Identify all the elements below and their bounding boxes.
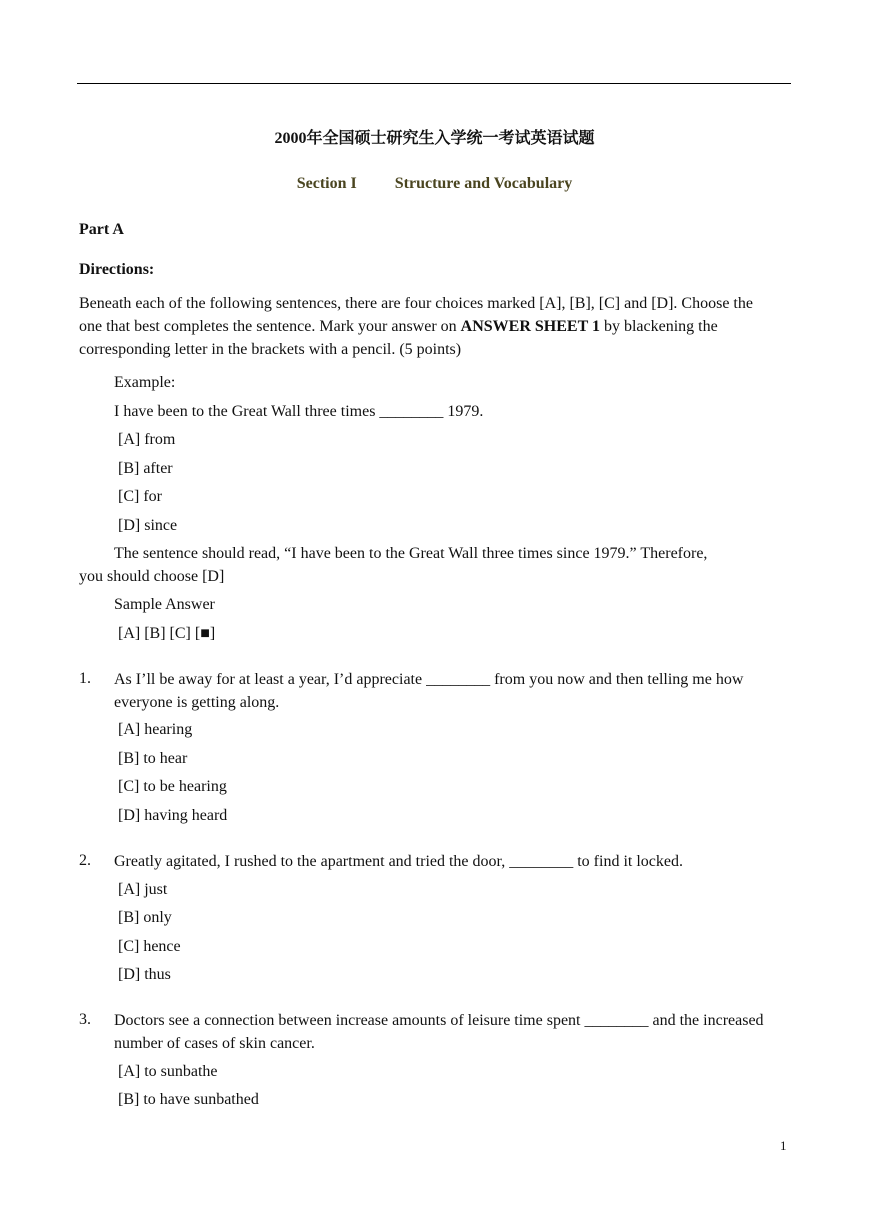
example-explanation-line-1: The sentence should read, “I have been to the Great Wall three times since 1979.” Therefore,	[114, 545, 708, 562]
question-option: [D] having heard	[118, 807, 228, 824]
question-option: [B] to hear	[118, 750, 188, 767]
question-text: As I’ll be away for at least a year, I’d appreciate ________ from you now and then telling me how everyone is getting along.	[114, 671, 744, 711]
question-number: 2.	[79, 852, 91, 869]
header-rule	[77, 83, 791, 84]
example-explanation-line-2: you should choose [D]	[79, 568, 225, 585]
question-option: [B] to have sunbathed	[118, 1091, 259, 1108]
question-number: 3.	[79, 1011, 91, 1028]
sample-answer-label: Sample Answer	[114, 596, 215, 613]
exam-title: 2000年全国硕士研究生入学统一考试英语试题	[274, 130, 595, 147]
directions-part-2: by blackening the corresponding letter in the brackets with a pencil. (5 points)	[79, 318, 718, 358]
question-option: [D] thus	[118, 966, 171, 983]
question-option: [C] to be hearing	[118, 778, 227, 795]
directions-label: Directions:	[79, 261, 155, 278]
example-label: Example:	[114, 374, 176, 391]
question-text: Doctors see a connection between increase amounts of leisure time spent ________ and the increased number of cases of skin cancer.	[114, 1012, 764, 1052]
directions-part-1: Beneath each of the following sentences, there are four choices marked [A], [B], [C] and [D]. Choose the one that best completes the sentence. Mark your answer on	[79, 295, 753, 335]
part-heading: Part A	[79, 221, 124, 238]
example-option: [A] from	[118, 431, 176, 448]
question-option: [A] hearing	[118, 721, 193, 738]
answer-sheet-label: ANSWER SHEET 1	[460, 318, 600, 335]
example-option: [C] for	[118, 488, 162, 505]
question-number: 1.	[79, 670, 91, 687]
question-option: [B] only	[118, 909, 172, 926]
example-option: [B] after	[118, 460, 173, 477]
section-heading	[0, 173, 869, 195]
page-number: 1	[780, 1138, 787, 1153]
directions-text	[79, 292, 779, 361]
question-option: [A] to sunbathe	[118, 1063, 218, 1080]
example-option: [D] since	[118, 517, 178, 534]
example-sentence: I have been to the Great Wall three times ________ 1979.	[114, 403, 484, 420]
section-name: Structure and Vocabulary	[394, 175, 573, 192]
question-text: Greatly agitated, I rushed to the apartment and tried the door, ________ to find it locked.	[114, 853, 683, 870]
section-label: Section I	[296, 175, 357, 192]
sample-answer: [A] [B] [C] [■]	[118, 625, 216, 642]
question-option: [A] just	[118, 881, 168, 898]
question-option: [C] hence	[118, 938, 181, 955]
